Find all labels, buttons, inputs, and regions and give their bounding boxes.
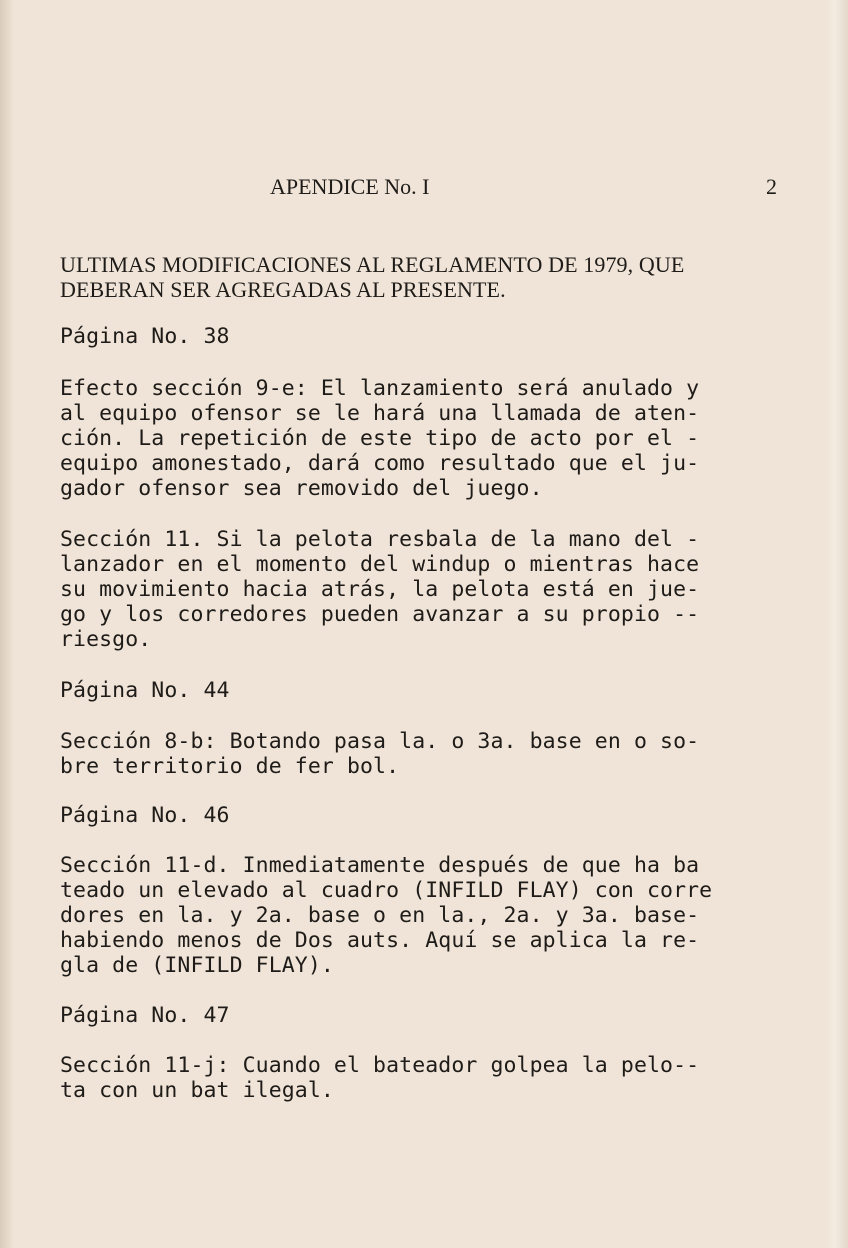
body-line: gla de (INFILD FLAY). [60,953,334,978]
body-line: riesgo. [60,627,152,652]
body-line: ción. La repetición de este tipo de acto por el - [60,426,700,451]
body-line: Sección 11. Si la pelota resbala de la mano del - [60,527,700,552]
body-line: ta con un bat ilegal. [60,1078,334,1103]
body-line: lanzador en el momento del windup o mientras hace [60,552,700,577]
body-line: go y los corredores pueden avanzar a su propio -- [60,602,700,627]
body-line: dores en la. y 2a. base o en la., 2a. y 3a. base- [60,903,700,928]
page-spine-shadow [0,0,14,1248]
page-reference: Página No. 47 [60,1003,230,1028]
page-edge [826,0,848,1248]
body-line: Sección 8-b: Botando pasa la. o 3a. base en o so- [60,729,700,754]
body-line: bre territorio de fer bol. [60,754,400,779]
heading-line: DEBERAN SER AGREGADAS AL PRESENTE. [60,277,506,302]
body-line: teado un elevado al cuadro (INFILD FLAY) con corre [60,878,713,903]
appendix-title: APENDICE No. I [270,174,430,199]
body-line: gador ofensor sea removido del juego. [60,476,543,501]
body-line: Sección 11-j: Cuando el bateador golpea la pelo-- [60,1053,700,1078]
page-reference: Página No. 44 [60,678,230,703]
page-number: 2 [766,174,777,199]
page-reference: Página No. 38 [60,324,230,349]
body-line: Sección 11-d. Inmediatamente después de que ha ba [60,853,700,878]
body-line: Efecto sección 9-e: El lanzamiento será anulado y [60,376,700,401]
body-line: su movimiento hacia atrás, la pelota está en jue- [60,577,700,602]
page-reference: Página No. 46 [60,803,230,828]
body-line: al equipo ofensor se le hará una llamada de aten- [60,401,700,426]
heading-line: ULTIMAS MODIFICACIONES AL REGLAMENTO DE 1979, QUE [60,252,685,277]
body-line: equipo amonestado, dará como resultado que el ju- [60,451,700,476]
body-line: habiendo menos de Dos auts. Aquí se aplica la re- [60,928,700,953]
